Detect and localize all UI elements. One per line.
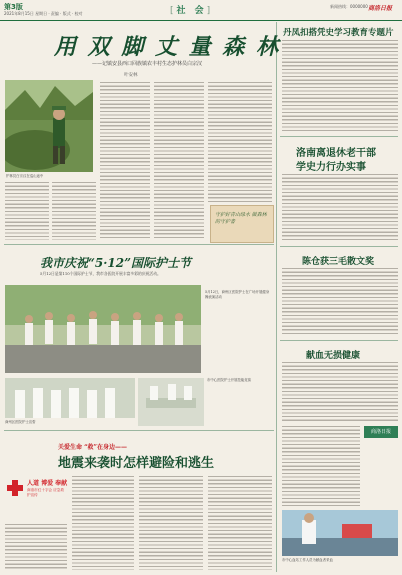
paper-stamp-text: 商洛日报 [370,429,391,435]
badge-sub: 商洛市红十字会 应急救护宣传 [27,488,65,497]
safety-kicker: 关爱生命 “救”在身边—— [58,444,127,451]
nurse-caption-2: 商州区医院护士宣誓 [5,420,36,424]
right-body-1 [282,40,398,132]
main-article-body-col3 [208,82,272,202]
right-headline-2: 洛南离退休老干部 [296,148,376,159]
main-author: 叶安林 [124,73,138,78]
nurse-caption-3: 市中心医院护士开展技能竞赛 [207,378,252,382]
main-photo-ranger [5,80,93,172]
page-number-label: 第3版 [4,3,23,11]
right-divider-3 [280,340,398,341]
calligraphy-text: 守护好青山绿水 做森林的守护者 [215,212,267,225]
section-divider-2 [4,430,274,431]
safety-body-col3 [208,476,272,570]
main-headline: 用 双 脚 丈 量 森 林 [54,34,280,60]
nurse-photo-oath [5,378,135,418]
nurse-lead: 5月12日是第110个国际护士节，我市各医院开展丰富多彩的庆祝活动。 [40,271,161,276]
main-article-body-col0b [52,182,96,240]
right-headline-2b: 学史力行办实事 [296,162,366,173]
nurse-photo-competition [138,378,204,426]
right-divider-2 [280,246,398,247]
hotline: 新闻热线：0000000 [330,4,368,9]
badge-title: 人道 博爱 奉献 [27,480,68,487]
red-cross-icon [5,478,25,498]
column-divider [276,22,277,572]
nurse-headline: 我市庆祝“5·12”国际护士节 [40,256,192,270]
header-meta: 2021年8月15日 星期日 · 责编 · 版式 · 校对 [4,11,83,16]
nurse-photo-dance [5,285,201,373]
section-title: [社 会] [170,6,214,16]
paper-logo: 商洛日报 [368,5,393,12]
right-photo-caption: 市中心血站工作人员为献血者采血 [282,558,333,562]
right-body-2 [282,174,398,242]
page-header [0,0,402,21]
red-cross-badge [5,476,67,520]
paper-stamp [364,426,398,438]
right-photo-blood [282,510,398,556]
section-divider [4,244,274,245]
main-article-body-col2 [154,82,204,240]
right-body-3 [282,268,398,336]
right-headline-4: 献血无损健康 [306,351,361,361]
right-divider-1 [280,136,398,137]
safety-body-col2 [139,476,203,570]
calligraphy-box [210,205,274,243]
main-subhead: ——记镇安县西口回族镇农丰村生态护林员白宗汉 [92,61,203,67]
right-headline-1: 丹凤扣搭凭史学习教育专题片 [283,28,394,38]
nurse-caption-1: 5月12日，商州区医院护士在广场开展健身操表演活动 [205,290,270,299]
right-headline-3: 陈仓获三毛散文奖 [302,257,375,267]
safety-body-col0 [5,524,67,570]
right-body-4 [282,362,398,422]
safety-body-col1 [72,476,134,570]
main-article-body-col0 [5,182,49,240]
main-photo-caption: 护林员白宗汉在巡山途中 [6,174,44,178]
main-article-body-col1 [100,82,150,240]
safety-headline: 地震来袭时怎样避险和逃生 [58,456,215,471]
right-body-5 [282,426,360,506]
